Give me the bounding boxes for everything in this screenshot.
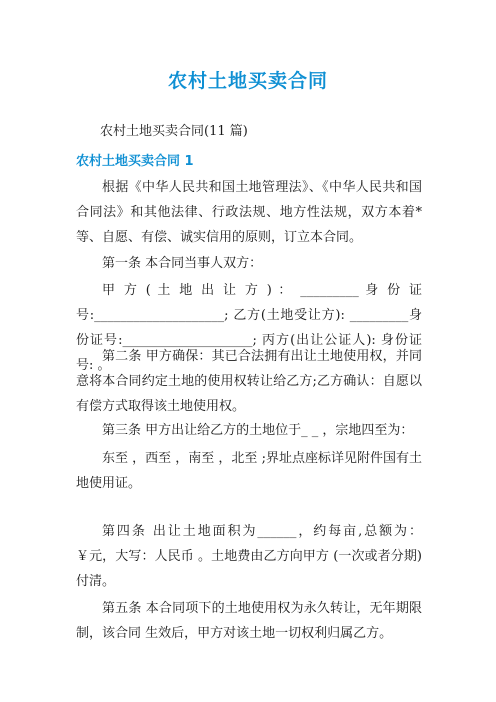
document-title: 农村土地买卖合同: [167, 70, 328, 92]
article-5-paragraph: 第五条 本合同项下的土地使用权为永久转让，无年期限制，该合同 生效后，甲方对该土地一切权利归属乙方。: [76, 601, 422, 641]
article-1-title: 第一条 本合同当事人双方：: [102, 256, 263, 271]
document-subtitle: 农村土地买卖合同(11 篇): [100, 124, 248, 139]
preamble-paragraph: 根据《中华人民共和国土地管理法》、《中华人民共和国合同法》和其他法律、行政法规、地方性法规，双方本着*等、自愿、有偿、诚实信用的原则，订立本合同。: [76, 180, 422, 245]
section-heading: 农村土地买卖合同 1: [76, 154, 194, 169]
article-3-paragraph: 第三条 甲方出让给乙方的土地位于_ _ ，宗地四至为：: [102, 423, 414, 438]
article-2-paragraph: 第二条 甲方确保：其已合法拥有出让土地使用权，并同意将本合同约定土地的使用权转让给乙方;乙方确认：自愿以有偿方式取得该土地使用权。: [76, 349, 422, 414]
article-4-paragraph: 第四条 出让土地面积为______，约每亩,总额为：￥元，大写：人民币 。土地费由乙方向甲方 (一次或者分期)付清。: [76, 524, 422, 589]
article-1-parties: 甲 方 ( 土 地 出 让 方 ) ： _________ 身 份 证 号:____________________; 乙方(土地受让方): _________身份证号:____________________; 丙方(出让公证人): 身份证号: 。: [76, 283, 422, 373]
article-3-boundaries: 东至 ，西至 ，南至 ，北至 ;界址点座标详见附件国有土地使用证。: [76, 451, 422, 491]
